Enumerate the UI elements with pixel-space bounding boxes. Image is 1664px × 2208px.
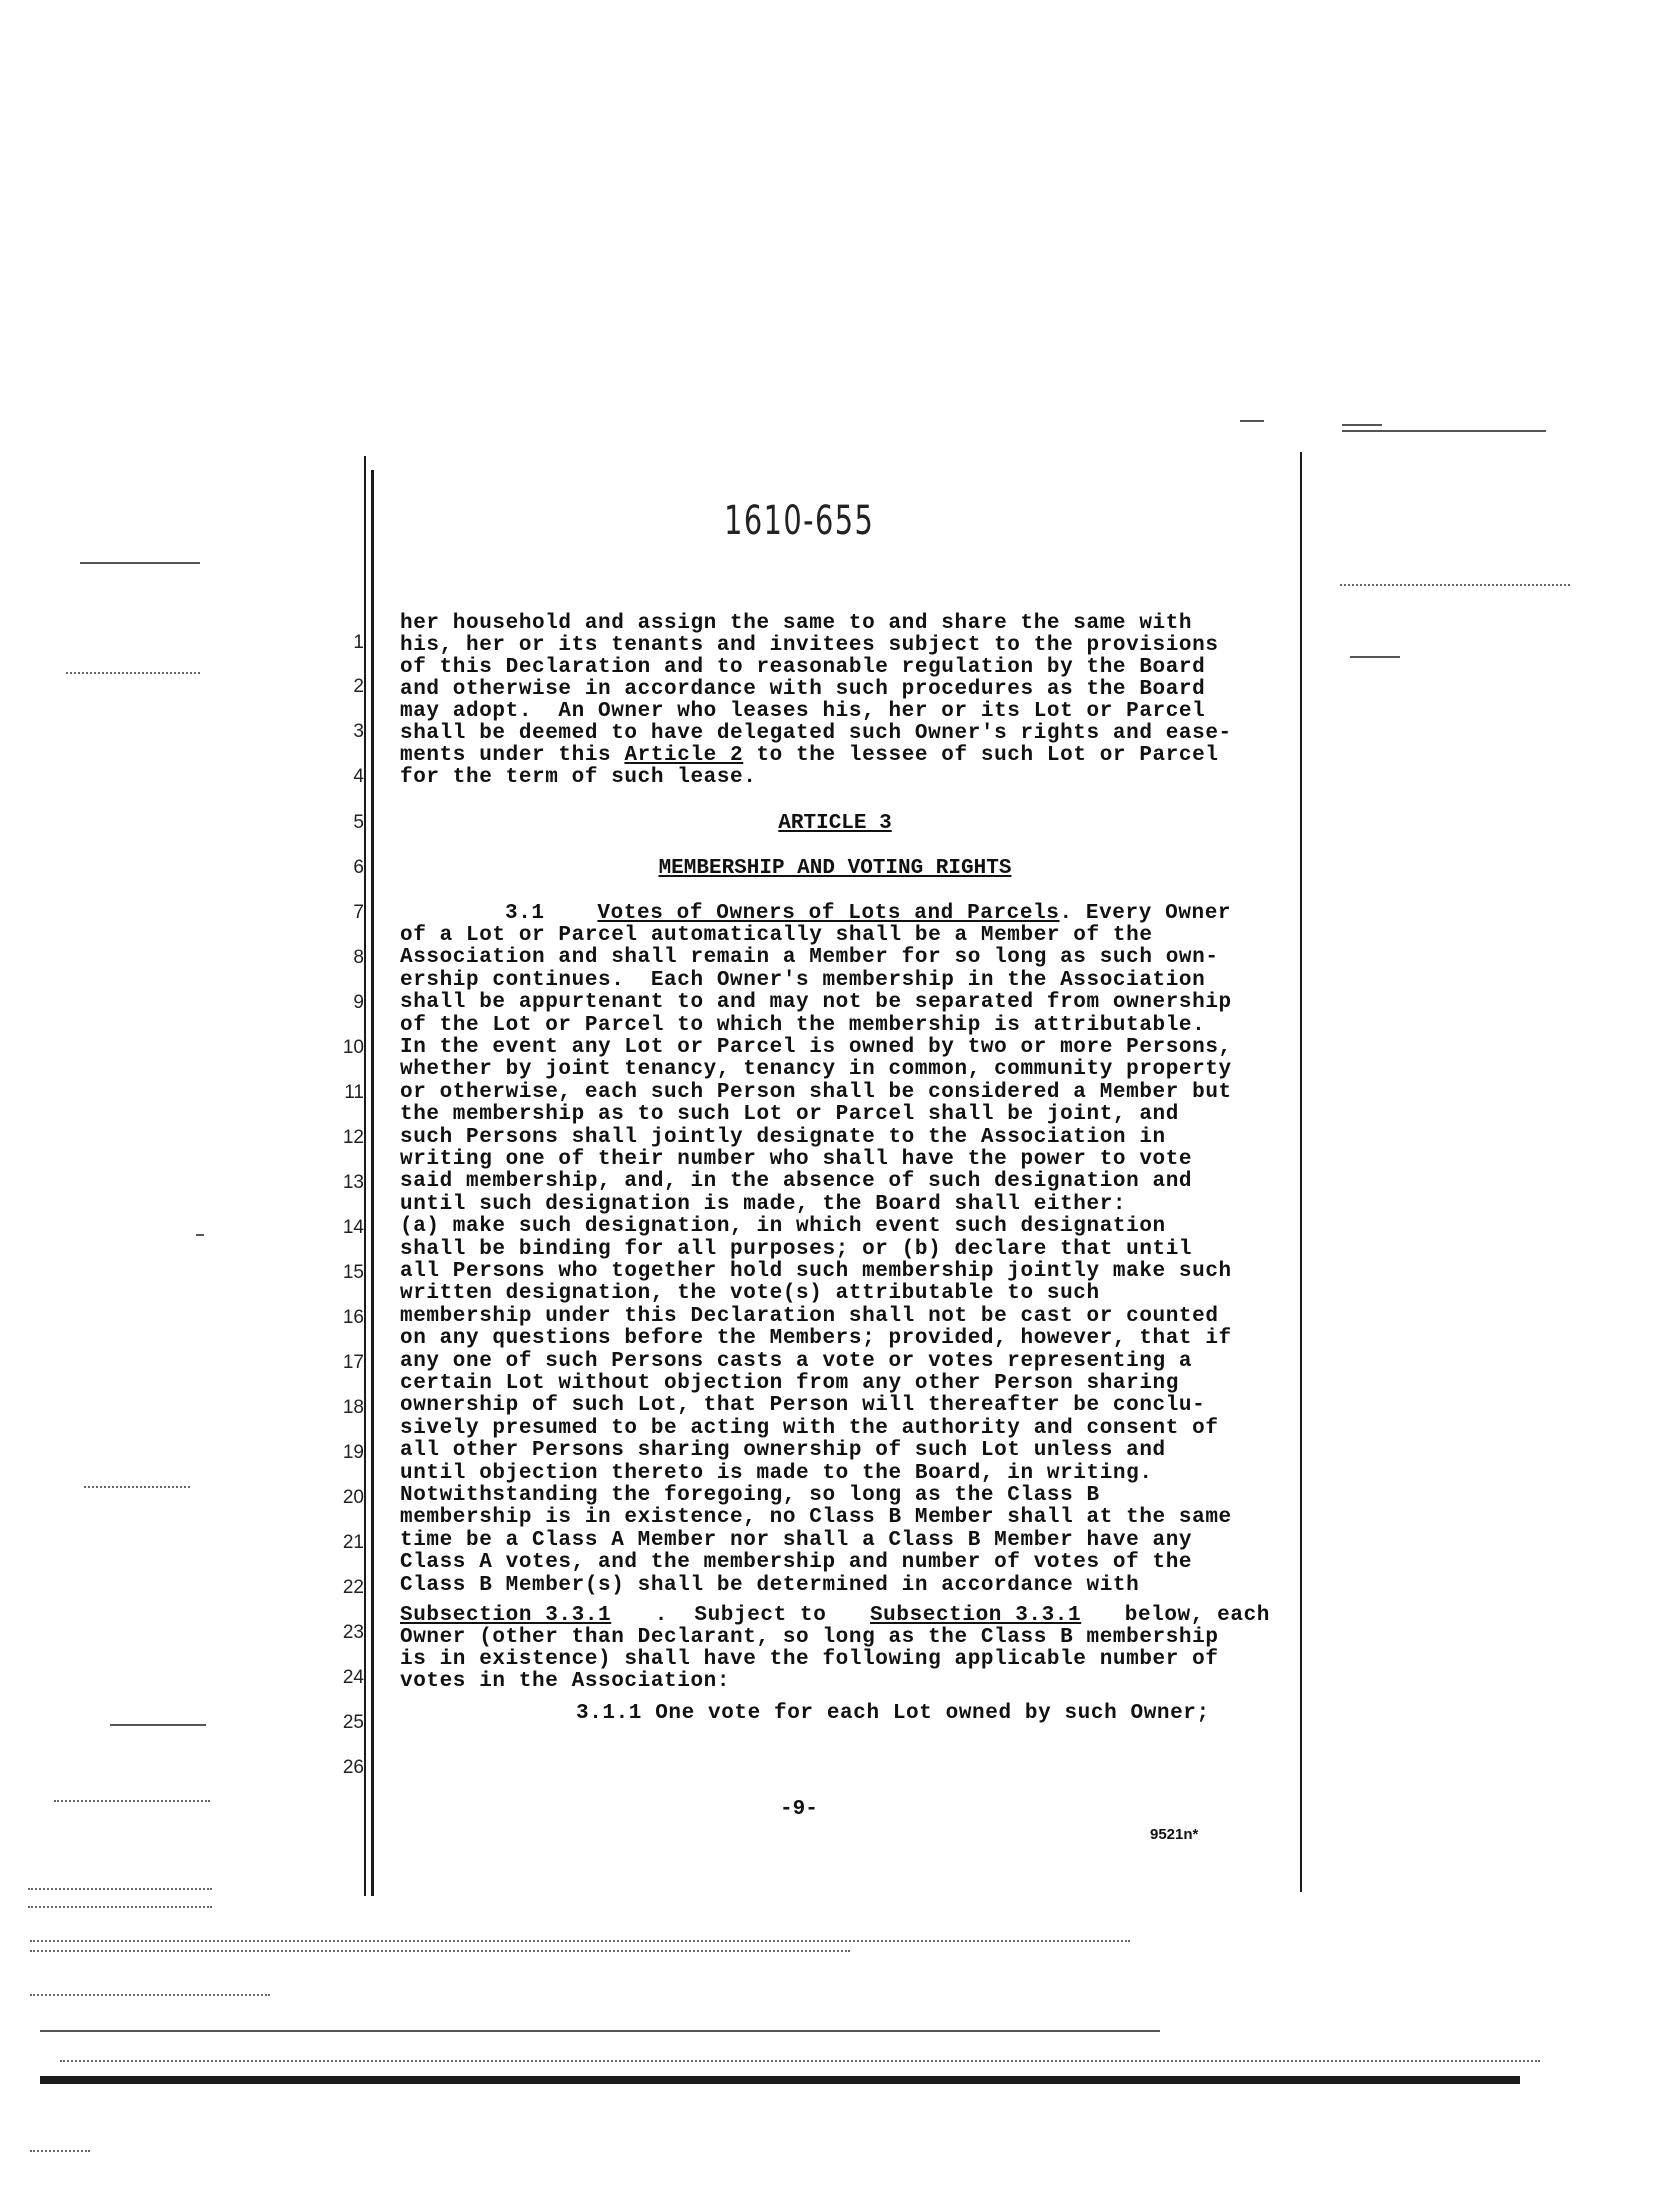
line-number: 22 xyxy=(342,1577,364,1598)
article-title: ARTICLE 3 xyxy=(778,812,892,835)
text-line: Subsection 3.3.1 . Subject to Subsection 3.3.1 below, each xyxy=(400,1604,1270,1627)
text-line: his, her or its tenants and invitees subject to the provisions xyxy=(400,634,1219,657)
text-line: or otherwise, each such Person shall be considered a Member but xyxy=(400,1080,1232,1104)
text-line: membership under this Declaration shall not be cast or counted xyxy=(400,1304,1219,1328)
line-number: 24 xyxy=(342,1667,364,1688)
line-number: 4 xyxy=(353,766,364,787)
line-number: 3 xyxy=(353,721,364,742)
document-code: 9521n* xyxy=(1150,1826,1199,1843)
page-number: -9- xyxy=(780,1798,818,1821)
margin-mark xyxy=(196,1234,204,1236)
text-line: shall be deemed to have delegated such Owner's rights and ease- xyxy=(400,722,1232,745)
text-line: writing one of their number who shall have the power to vote xyxy=(400,1148,1193,1171)
bottom-scan-bar xyxy=(40,2076,1520,2084)
margin-mark xyxy=(110,1724,206,1726)
line-number: 5 xyxy=(353,812,364,833)
line-number: 2 xyxy=(353,676,364,697)
line-number: 17 xyxy=(342,1352,364,1373)
text-line: (a) make such designation, in which event such designation xyxy=(400,1215,1166,1239)
recording-stamp-number: 1610-655 xyxy=(724,498,875,544)
text-line: her household and assign the same to and share the same with xyxy=(400,612,1193,635)
text-line: ership continues. Each Owner's membership in the Association xyxy=(400,968,1206,992)
line-number: 1 xyxy=(353,632,364,653)
text-line: such Persons shall jointly designate to the Association in xyxy=(400,1125,1166,1149)
text-line: Owner (other than Declarant, so long as the Class B membership xyxy=(400,1626,1219,1649)
margin-mark xyxy=(80,562,200,564)
text-line: on any questions before the Members; provided, however, that if xyxy=(400,1327,1232,1351)
text-line: until objection thereto is made to the Board, in writing. xyxy=(400,1461,1153,1485)
line-number: 16 xyxy=(342,1307,364,1328)
line-number: 21 xyxy=(342,1532,364,1553)
text-line: In the event any Lot or Parcel is owned by two or more Persons, xyxy=(400,1036,1232,1059)
text-line: for the term of such lease. xyxy=(400,766,757,789)
line-number: 12 xyxy=(342,1127,364,1148)
left-margin-rule-2 xyxy=(371,470,374,1896)
text-line: is in existence) shall have the following applicable number of xyxy=(400,1648,1219,1671)
text-line: shall be appurtenant to and may not be separated from ownership xyxy=(400,991,1232,1015)
text-line: Notwithstanding the foregoing, so long as the Class B xyxy=(400,1484,1100,1507)
line-number: 23 xyxy=(342,1622,364,1643)
text-line: of a Lot or Parcel automatically shall be a Member of the xyxy=(400,924,1153,947)
text-line: Class A votes, and the membership and number of votes of the xyxy=(400,1551,1193,1575)
line-number: 11 xyxy=(344,1082,364,1103)
text-line: any one of such Persons casts a vote or votes representing a xyxy=(400,1349,1193,1373)
text-line: until such designation is made, the Board shall either: xyxy=(400,1192,1127,1216)
line-number: 18 xyxy=(342,1397,364,1418)
margin-mark xyxy=(1350,656,1400,658)
text-line: all other Persons sharing ownership of such Lot unless and xyxy=(400,1439,1166,1463)
line-number: 7 xyxy=(353,902,364,923)
text-line: all Persons who together hold such membership jointly make such xyxy=(400,1260,1232,1283)
left-margin-rule-1 xyxy=(364,456,366,1896)
margin-mark xyxy=(30,1994,270,1996)
line-number: 15 xyxy=(342,1262,364,1283)
margin-mark xyxy=(1342,424,1382,426)
line-number: 19 xyxy=(342,1442,364,1463)
text-line: the membership as to such Lot or Parcel shall be joint, and xyxy=(400,1103,1179,1127)
section-number: 3.1 xyxy=(505,902,545,925)
right-margin-rule xyxy=(1300,452,1302,1892)
section-title: Votes of Owners of Lots and Parcels xyxy=(597,902,1060,925)
text-line: membership is in existence, no Class B Member shall at the same xyxy=(400,1506,1232,1530)
margin-mark xyxy=(28,1888,212,1890)
margin-mark xyxy=(40,2030,1160,2032)
margin-mark xyxy=(1342,430,1546,432)
line-number: 20 xyxy=(342,1487,364,1508)
text-line: sively presumed to be acting with the authority and consent of xyxy=(400,1416,1219,1440)
line-number: 8 xyxy=(353,947,364,968)
text-line: votes in the Association: xyxy=(400,1670,731,1693)
margin-mark xyxy=(60,2060,1540,2062)
text-line: ments under this Article 2 to the lessee of such Lot or Parcel xyxy=(400,744,1219,767)
margin-mark xyxy=(66,672,200,674)
text-line: ownership of such Lot, that Person will thereafter be conclu- xyxy=(400,1394,1206,1418)
text-line: shall be binding for all purposes; or (b) declare that until xyxy=(400,1237,1193,1261)
text-line: said membership, and, in the absence of such designation and xyxy=(400,1170,1193,1194)
article-2-reference: Article 2 xyxy=(624,744,744,767)
line-number: 10 xyxy=(342,1037,364,1058)
line-number: 9 xyxy=(353,992,364,1013)
text-line: Class B Member(s) shall be determined in accordance with xyxy=(400,1573,1140,1597)
margin-mark xyxy=(28,1906,212,1908)
text-line: time be a Class A Member nor shall a Class B Member have any xyxy=(400,1528,1193,1552)
text-line: certain Lot without objection from any other Person sharing xyxy=(400,1372,1179,1395)
text-line: of this Declaration and to reasonable regulation by the Board xyxy=(400,656,1206,679)
article-heading: MEMBERSHIP AND VOTING RIGHTS xyxy=(658,857,1012,880)
line-number: 13 xyxy=(342,1172,364,1193)
item-3-1-1: 3.1.1 One vote for each Lot owned by such Owner; xyxy=(576,1702,1210,1725)
margin-mark xyxy=(1240,420,1264,422)
text-line: of the Lot or Parcel to which the membership is attributable. xyxy=(400,1013,1206,1037)
text-line: whether by joint tenancy, tenancy in common, community property xyxy=(400,1058,1232,1082)
line-number: 26 xyxy=(342,1757,364,1778)
line-number: 25 xyxy=(342,1712,364,1733)
text-line: written designation, the vote(s) attributable to such xyxy=(400,1282,1100,1306)
line-number: 14 xyxy=(342,1217,364,1238)
margin-mark xyxy=(1340,584,1570,586)
margin-mark xyxy=(30,1950,850,1952)
margin-mark xyxy=(30,2150,90,2152)
text-line: and otherwise in accordance with such procedures as the Board xyxy=(400,678,1206,701)
margin-mark xyxy=(30,1940,1130,1942)
margin-mark xyxy=(84,1486,190,1488)
text-line: Association and shall remain a Member for so long as such own- xyxy=(400,946,1219,970)
subsection-reference: Subsection 3.3.1 xyxy=(400,1604,612,1627)
margin-mark xyxy=(54,1800,210,1802)
section-first-line: 3.1 Votes of Owners of Lots and Parcels. Every Owner xyxy=(505,902,1232,925)
text-line: may adopt. An Owner who leases his, her or its Lot or Parcel xyxy=(400,700,1206,723)
subsection-reference: Subsection 3.3.1 xyxy=(869,1604,1082,1627)
line-number: 6 xyxy=(353,857,364,878)
